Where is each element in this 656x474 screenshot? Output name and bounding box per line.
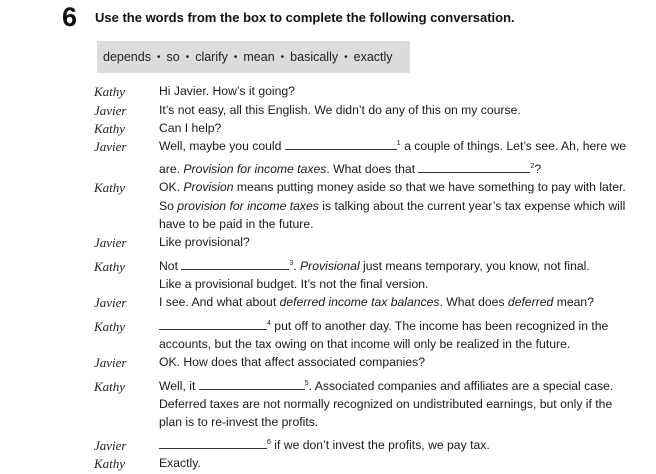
blank-number: 4 xyxy=(267,320,271,327)
blank-number: 1 xyxy=(396,140,401,147)
speaker-name: Javier xyxy=(94,139,127,154)
blank-number: 2 xyxy=(530,163,535,170)
speaker-name: Javier xyxy=(94,235,127,250)
word-box-item: basically xyxy=(290,50,339,64)
bullet-separator: • xyxy=(156,51,161,63)
line-emphasis: Provision for income taxes xyxy=(183,162,327,176)
dialogue-line xyxy=(159,317,639,336)
line-text: Well, maybe you could xyxy=(159,139,285,153)
dialogue-line: have to be paid in the future. xyxy=(159,217,314,231)
word-box xyxy=(97,41,410,73)
answer-blank-5[interactable] xyxy=(199,377,305,390)
line-emphasis: Provisional xyxy=(300,259,360,273)
speaker-name: Kathy xyxy=(94,319,126,334)
dialogue-line xyxy=(159,137,639,156)
dialogue-line xyxy=(159,178,639,197)
bullet-separator: • xyxy=(344,51,348,63)
line-emphasis: deferred xyxy=(507,295,554,309)
dialogue-line: OK. How does that affect associated companies? xyxy=(159,355,426,369)
line-text: mean? xyxy=(553,295,594,309)
line-text: . What does xyxy=(439,295,508,309)
answer-blank-1[interactable] xyxy=(285,137,397,150)
speaker-name: Javier xyxy=(94,103,127,118)
dialogue-line xyxy=(159,160,639,179)
speaker-name: Kathy xyxy=(94,379,126,394)
line-text: are. xyxy=(159,162,184,176)
blank-number: 6 xyxy=(267,439,271,446)
line-emphasis: deferred income tax balances xyxy=(279,295,440,309)
speaker-name: Javier xyxy=(94,355,127,370)
dialogue-line: Deferred taxes are not normally recognized on undistributed earnings, but only if the xyxy=(159,397,613,411)
blank-number: 3 xyxy=(289,260,294,267)
line-text: a couple of things. Let’s see. Ah, here we xyxy=(400,139,627,153)
line-text: So xyxy=(159,199,178,213)
dialogue-line: Can I help? xyxy=(159,121,222,135)
speaker-name: Kathy xyxy=(94,180,126,195)
dialogue-line xyxy=(159,197,639,216)
dialogue-line: plan is to re-invest the profits. xyxy=(159,415,319,429)
exercise-number: 6 xyxy=(62,2,78,32)
dialogue-line: Like provisional? xyxy=(159,235,250,249)
line-text: put off to another day. The income has been recognized in the xyxy=(270,319,609,333)
blank-number: 5 xyxy=(304,380,309,387)
line-emphasis: provision for income taxes xyxy=(177,199,319,213)
speaker-name: Javier xyxy=(94,295,127,310)
line-text: OK. xyxy=(159,180,184,194)
line-text: Not xyxy=(159,259,182,273)
line-text: means putting money aside so that we have something to pay with later. xyxy=(233,180,626,194)
answer-blank-3[interactable] xyxy=(181,257,289,270)
line-text: ? xyxy=(534,162,542,176)
word-box-item: clarify xyxy=(195,50,228,64)
bullet-separator: • xyxy=(185,51,190,63)
line-text: is talking about the current year’s tax expense which will xyxy=(318,199,626,213)
speaker-name: Kathy xyxy=(94,84,126,99)
dialogue-line xyxy=(159,377,639,396)
speaker-name: Javier xyxy=(94,438,127,453)
bullet-separator: • xyxy=(233,51,238,63)
answer-blank-6[interactable] xyxy=(159,436,267,449)
answer-blank-4[interactable] xyxy=(159,317,267,330)
speaker-name: Kathy xyxy=(94,456,126,471)
line-text: . xyxy=(293,259,301,273)
dialogue-line: It’s not easy, all this English. We didn’t do any of this on my course. xyxy=(159,103,521,117)
dialogue-line: accounts, but the tax owing on that income will only be realized in the future. xyxy=(159,337,571,351)
line-text: . What does that xyxy=(326,162,419,176)
line-text: just means temporary, you know, not final. xyxy=(359,259,590,273)
dialogue-line xyxy=(159,436,639,455)
line-text: if we don’t invest the profits, we pay tax. xyxy=(270,438,490,452)
dialogue-line: Like a provisional budget. It’s not the final version. xyxy=(159,277,429,291)
line-text: Well, it xyxy=(159,379,199,393)
speaker-name: Kathy xyxy=(94,259,126,274)
line-text: I see. And what about xyxy=(159,295,280,309)
bullet-separator: • xyxy=(280,51,285,63)
speaker-name: Kathy xyxy=(94,121,126,136)
line-text: . Associated companies and affiliates are a special case. xyxy=(308,379,614,393)
exercise-instruction: Use the words from the box to complete the following conversation. xyxy=(95,10,515,25)
dialogue-line xyxy=(159,257,639,276)
answer-blank-2[interactable] xyxy=(418,160,530,173)
dialogue-line: Exactly. xyxy=(159,456,201,470)
dialogue-line: Hi Javier. How’s it going? xyxy=(159,84,295,98)
word-box-item: depends xyxy=(103,50,151,64)
dialogue-line xyxy=(159,293,639,312)
line-emphasis: Provision xyxy=(183,180,234,194)
word-box-item: exactly xyxy=(353,50,393,64)
word-box-item: so xyxy=(166,50,180,64)
word-box-item: mean xyxy=(243,50,275,64)
